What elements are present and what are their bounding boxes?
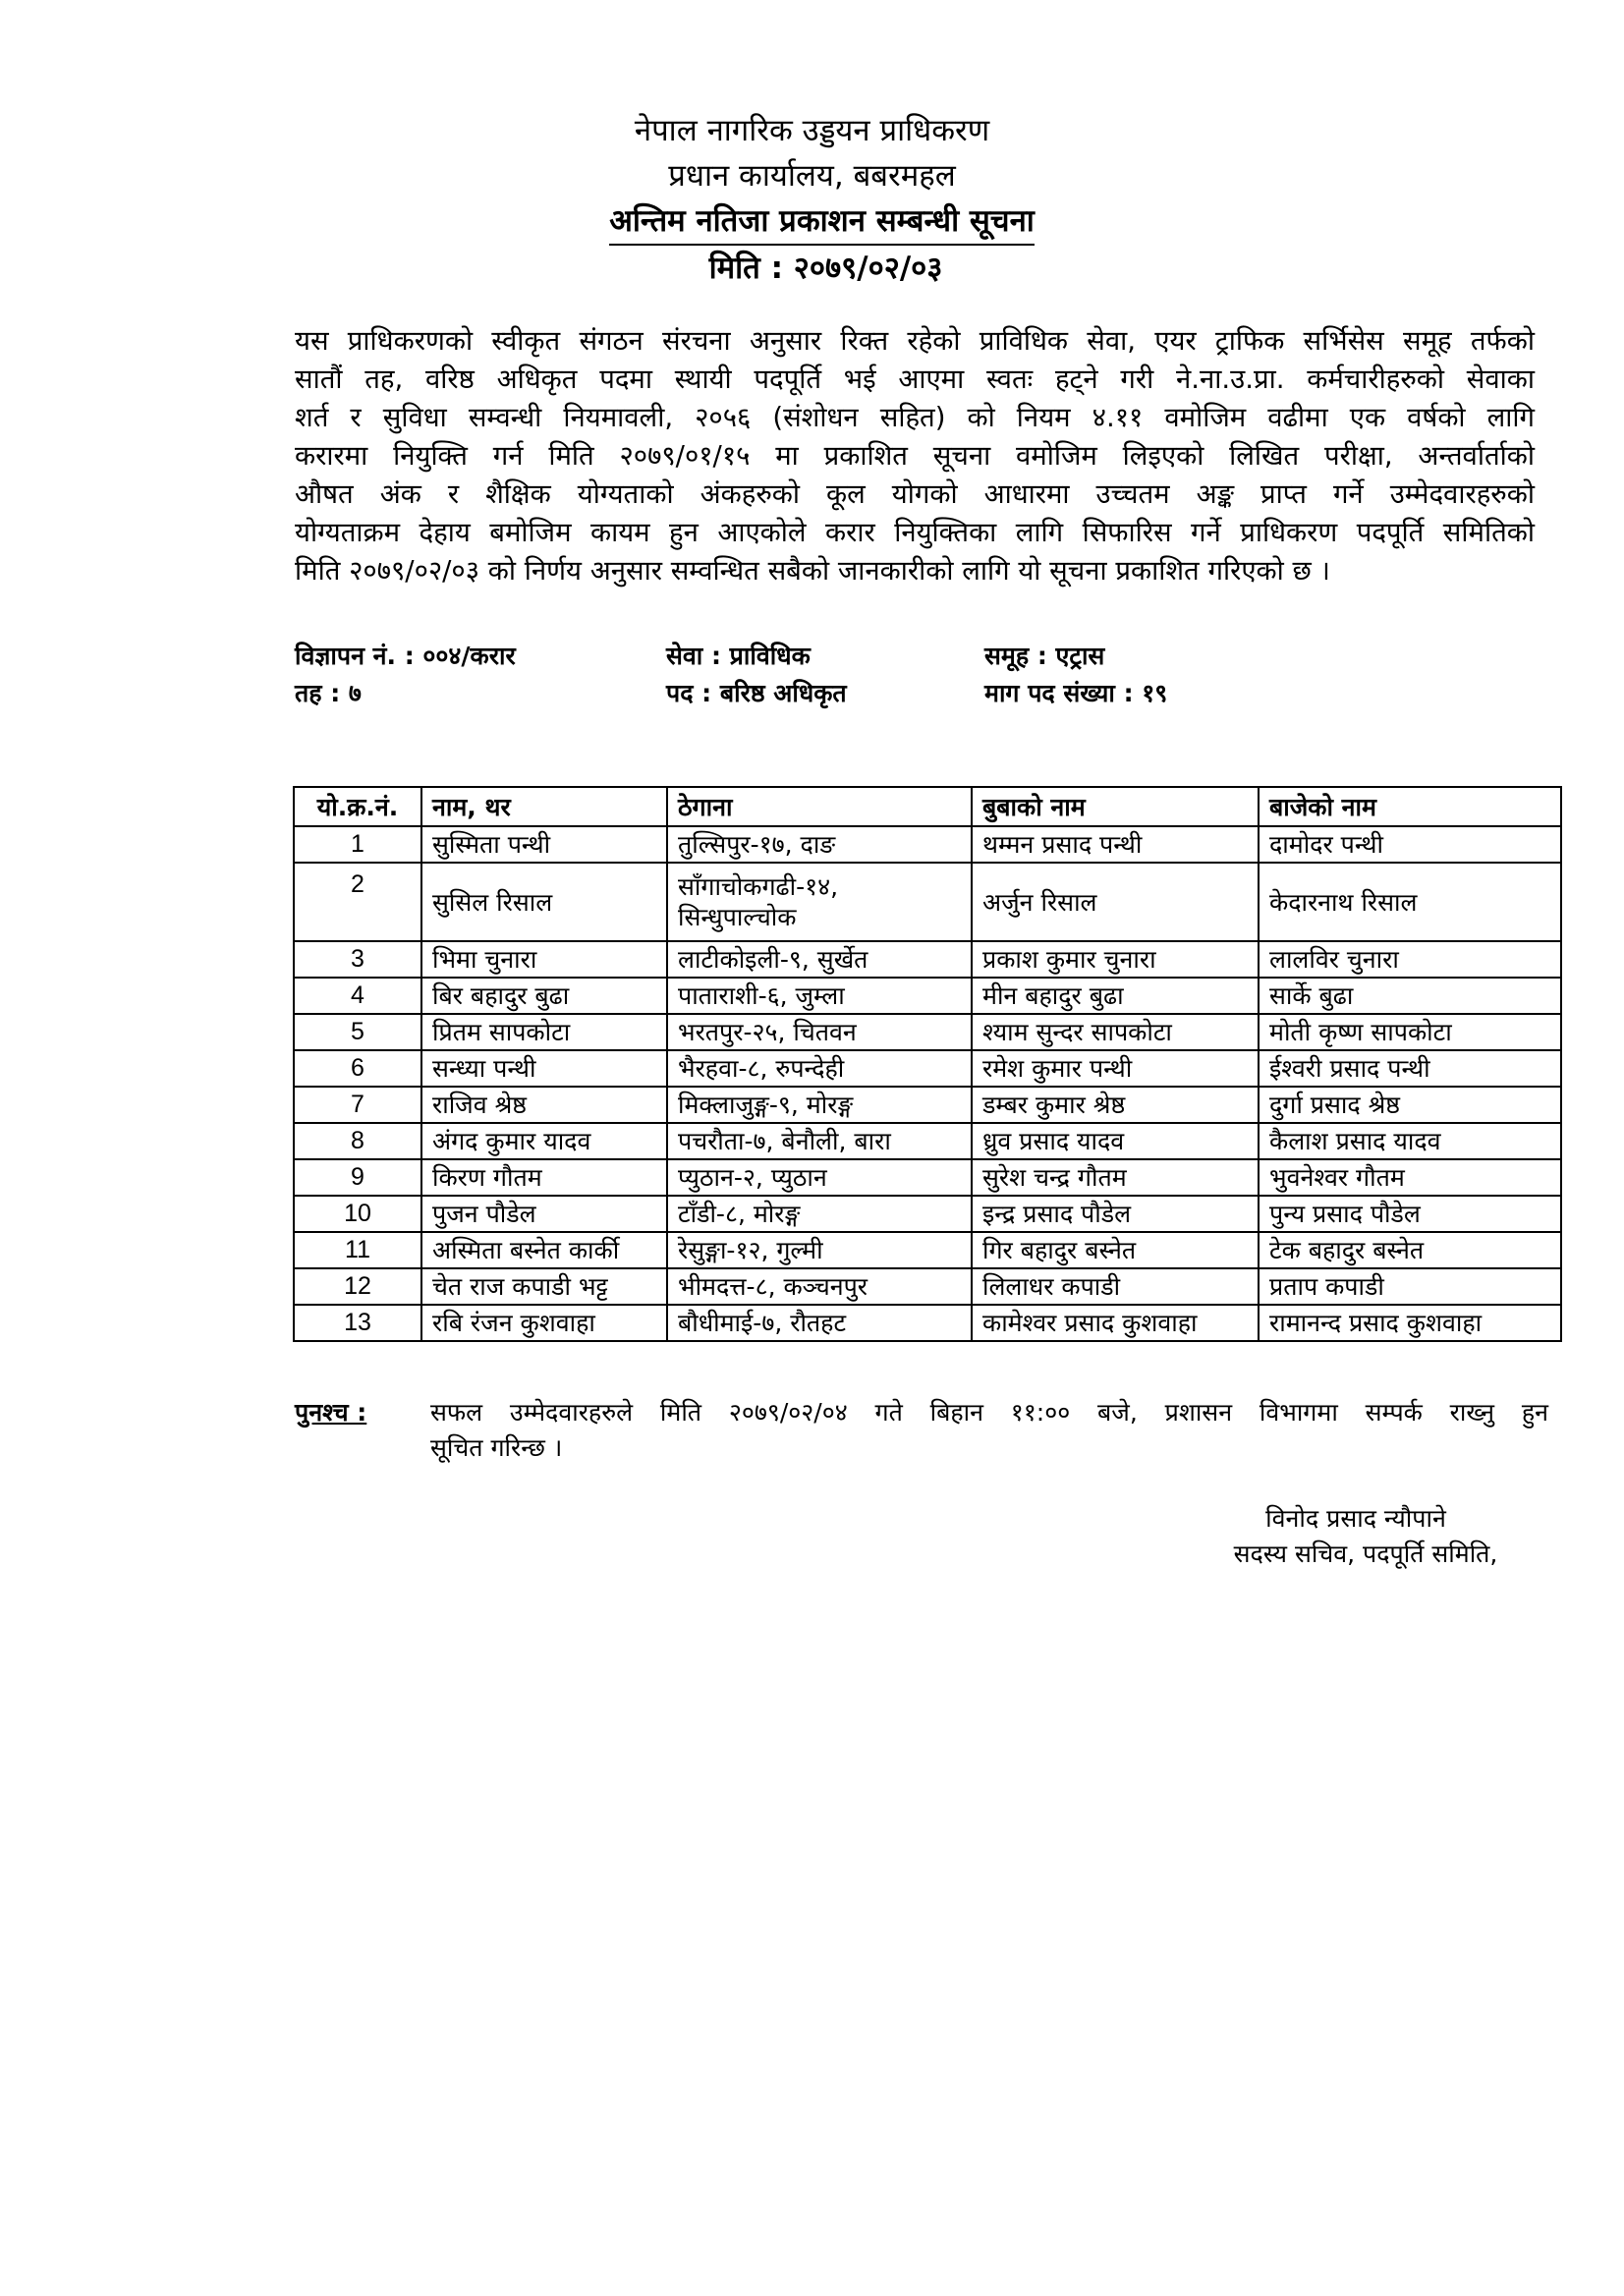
cell-serial: 12: [294, 1268, 421, 1305]
signatory-name: विनोद प्रसाद न्यौपाने: [1265, 1504, 1446, 1533]
cell-serial: 13: [294, 1305, 421, 1341]
cell-grandfather-name: दुर्गा प्रसाद श्रेष्ठ: [1259, 1087, 1561, 1123]
cell-name: रबि रंजन कुशवाहा: [421, 1305, 667, 1341]
cell-serial: 11: [294, 1232, 421, 1268]
cell-father-name: डम्बर कुमार श्रेष्ठ: [972, 1087, 1259, 1123]
cell-address: पाताराशी-६, जुम्ला: [667, 978, 972, 1014]
signature-block: [1159, 1501, 1552, 1572]
cell-address: साँगाचोकगढी-१४, सिन्धुपाल्चोक: [667, 863, 972, 941]
cell-grandfather-name: लालविर चुनारा: [1259, 941, 1561, 978]
cell-name: प्रितम सापकोटा: [421, 1014, 667, 1050]
cell-grandfather-name: भुवनेश्वर गौतम: [1259, 1159, 1561, 1196]
body-line: मिति २०७९/०२/०३ को निर्णय अनुसार सम्वन्धित सबैको जानकारीको लागि यो सूचना प्रकाशित गरिएको छ ।: [295, 555, 1330, 587]
postscript-line: सूचित गरिन्छ ।: [430, 1433, 563, 1462]
cell-father-name: अर्जुन रिसाल: [972, 863, 1259, 941]
cell-address: बौधीमाई-७, रौतहट: [667, 1305, 972, 1341]
body-line: सातौं तह, वरिष्ठ अधिकृत पदमा स्थायी पदपूर्ति भई आएमा स्वतः हट्ने गरी ने.ना.उ.प्रा. कर्मचारीहरुको सेवाका: [295, 364, 1535, 395]
cell-grandfather-name: कैलाश प्रसाद यादव: [1259, 1123, 1561, 1159]
cell-address: रेसुङ्गा-१२, गुल्मी: [667, 1232, 972, 1268]
cell-serial: 4: [294, 978, 421, 1014]
notice-title: अन्तिम नतिजा प्रकाशन सम्बन्धी सूचना: [609, 198, 1035, 246]
cell-address: भरतपुर-२५, चितवन: [667, 1014, 972, 1050]
cell-grandfather-name: रामानन्द प्रसाद कुशवाहा: [1259, 1305, 1561, 1341]
cell-grandfather-name: केदारनाथ रिसाल: [1259, 863, 1561, 941]
column-header-grandfather: बाजेको नाम: [1259, 787, 1561, 826]
table-row: [294, 1123, 1561, 1159]
cell-serial: 5: [294, 1014, 421, 1050]
postscript-line: सफल उम्मेदवारहरुले मिति २०७९/०२/०४ गते बिहान ११:०० बजे, प्रशासन विभागमा सम्पर्क राख्नु हुन: [430, 1398, 1548, 1427]
postscript-label: पुनश्च :: [295, 1398, 367, 1427]
notice-date: मिति : २०७९/०२/०३: [708, 251, 943, 286]
cell-address: भैरहवा-८, रुपन्देही: [667, 1050, 972, 1087]
cell-name: सन्ध्या पन्थी: [421, 1050, 667, 1087]
table-row: [294, 1014, 1561, 1050]
cell-name: राजिव श्रेष्ठ: [421, 1087, 667, 1123]
cell-grandfather-name: ईश्वरी प्रसाद पन्थी: [1259, 1050, 1561, 1087]
column-header-address: ठेगाना: [667, 787, 972, 826]
cell-father-name: ध्रुव प्रसाद यादव: [972, 1123, 1259, 1159]
cell-address: प्युठान-२, प्युठान: [667, 1159, 972, 1196]
post-field: पद : बरिष्ठ अधिकृत: [666, 679, 847, 707]
cell-father-name: गिर बहादुर बस्नेत: [972, 1232, 1259, 1268]
cell-serial: 2: [294, 863, 421, 941]
table-row: [294, 941, 1561, 978]
cell-name: सुस्मिता पन्थी: [421, 826, 667, 863]
body-line: शर्त र सुविधा सम्वन्धी नियमावली, २०५६ (संशोधन सहित) को नियम ४.११ वमोजिम वढीमा एक वर्षको लागि: [295, 402, 1535, 433]
group-field: समूह : एट्रास: [984, 642, 1105, 670]
cell-father-name: प्रकाश कुमार चुनारा: [972, 941, 1259, 978]
cell-grandfather-name: प्रताप कपाडी: [1259, 1268, 1561, 1305]
column-header-serial: यो.क्र.नं.: [294, 787, 421, 826]
cell-father-name: कामेश्वर प्रसाद कुशवाहा: [972, 1305, 1259, 1341]
column-header-father: बुबाको नाम: [972, 787, 1259, 826]
cell-name: भिमा चुनारा: [421, 941, 667, 978]
cell-address: भीमदत्त-८, कञ्चनपुर: [667, 1268, 972, 1305]
cell-serial: 8: [294, 1123, 421, 1159]
cell-address: तुल्सिपुर-१७, दाङ: [667, 826, 972, 863]
cell-serial: 1: [294, 826, 421, 863]
cell-address: पचरौता-७, बेनौली, बारा: [667, 1123, 972, 1159]
table-header-row: [294, 787, 1561, 826]
cell-name: पुजन पौडेल: [421, 1196, 667, 1232]
cell-serial: 7: [294, 1087, 421, 1123]
cell-serial: 9: [294, 1159, 421, 1196]
cell-address: टाँडी-८, मोरङ्ग: [667, 1196, 972, 1232]
cell-grandfather-name: दामोदर पन्थी: [1259, 826, 1561, 863]
table-row: [294, 1305, 1561, 1341]
cell-father-name: श्याम सुन्दर सापकोटा: [972, 1014, 1259, 1050]
cell-name: चेत राज कपाडी भट्ट: [421, 1268, 667, 1305]
signatory-designation: सदस्य सचिव, पदपूर्ति समिति,: [1233, 1540, 1498, 1568]
table-row: [294, 1050, 1561, 1087]
service-field: सेवा : प्राविधिक: [666, 642, 811, 670]
table-row: [294, 826, 1561, 863]
cell-father-name: मीन बहादुर बुढा: [972, 978, 1259, 1014]
cell-father-name: सुरेश चन्द्र गौतम: [972, 1159, 1259, 1196]
cell-grandfather-name: पुन्य प्रसाद पौडेल: [1259, 1196, 1561, 1232]
office-name: प्रधान कार्यालय, बबरमहल: [668, 158, 956, 194]
cell-grandfather-name: मोती कृष्ण सापकोटा: [1259, 1014, 1561, 1050]
body-line: यस प्राधिकरणको स्वीकृत संगठन संरचना अनुसार रिक्त रहेको प्राविधिक सेवा, एयर ट्राफिक सर्भिसेस समूह तर्फको: [295, 325, 1535, 357]
notice-header: [0, 108, 1624, 291]
organization-name: नेपाल नागरिक उड्डयन प्राधिकरण: [634, 113, 990, 148]
notice-body: [295, 322, 1535, 590]
cell-name: सुसिल रिसाल: [421, 863, 667, 941]
table-row: [294, 1268, 1561, 1305]
cell-name: अस्मिता बस्नेत कार्की: [421, 1232, 667, 1268]
cell-name: किरण गौतम: [421, 1159, 667, 1196]
table-row: [294, 1196, 1561, 1232]
cell-address: मिक्लाजुङ्ग-९, मोरङ्ग: [667, 1087, 972, 1123]
level-field: तह : ७: [295, 679, 362, 707]
cell-name: अंगद कुमार यादव: [421, 1123, 667, 1159]
column-header-name: नाम, थर: [421, 787, 667, 826]
cell-address: लाटीकोइली-९, सुर्खेत: [667, 941, 972, 978]
cell-serial: 6: [294, 1050, 421, 1087]
results-table: [293, 786, 1562, 1342]
cell-father-name: लिलाधर कपाडी: [972, 1268, 1259, 1305]
cell-grandfather-name: सार्के बुढा: [1259, 978, 1561, 1014]
demand-count-field: माग पद संख्या : १९: [984, 679, 1168, 707]
body-line: योग्यताक्रम देहाय बमोजिम कायम हुन आएकोले करार नियुक्तिका लागि सिफारिस गर्ने प्राधिकरण पदपूर्ति समितिको: [295, 517, 1535, 548]
body-line: करारमा नियुक्ति गर्न मिति २०७९/०१/१५ मा प्रकाशित सूचना वमोजिम लिइएको लिखित परीक्षा, अन्तर्वार्ताको: [295, 440, 1535, 472]
cell-father-name: थम्मन प्रसाद पन्थी: [972, 826, 1259, 863]
results-table-body: [294, 826, 1561, 1341]
cell-father-name: रमेश कुमार पन्थी: [972, 1050, 1259, 1087]
table-row: [294, 1232, 1561, 1268]
table-row: [294, 1159, 1561, 1196]
postscript-text: [430, 1395, 1548, 1466]
cell-father-name: इन्द्र प्रसाद पौडेल: [972, 1196, 1259, 1232]
table-row: [294, 978, 1561, 1014]
table-row: [294, 863, 1561, 941]
cell-name: बिर बहादुर बुढा: [421, 978, 667, 1014]
cell-serial: 10: [294, 1196, 421, 1232]
advertisement-number: विज्ञापन नं. : ००४/करार: [295, 642, 516, 670]
cell-serial: 3: [294, 941, 421, 978]
cell-grandfather-name: टेक बहादुर बस्नेत: [1259, 1232, 1561, 1268]
body-line: औषत अंक र शैक्षिक योग्यताको अंकहरुको कूल योगको आधारमा उच्चतम अङ्क प्राप्त गर्ने उम्मेदवारहरुको: [295, 478, 1535, 510]
table-row: [294, 1087, 1561, 1123]
